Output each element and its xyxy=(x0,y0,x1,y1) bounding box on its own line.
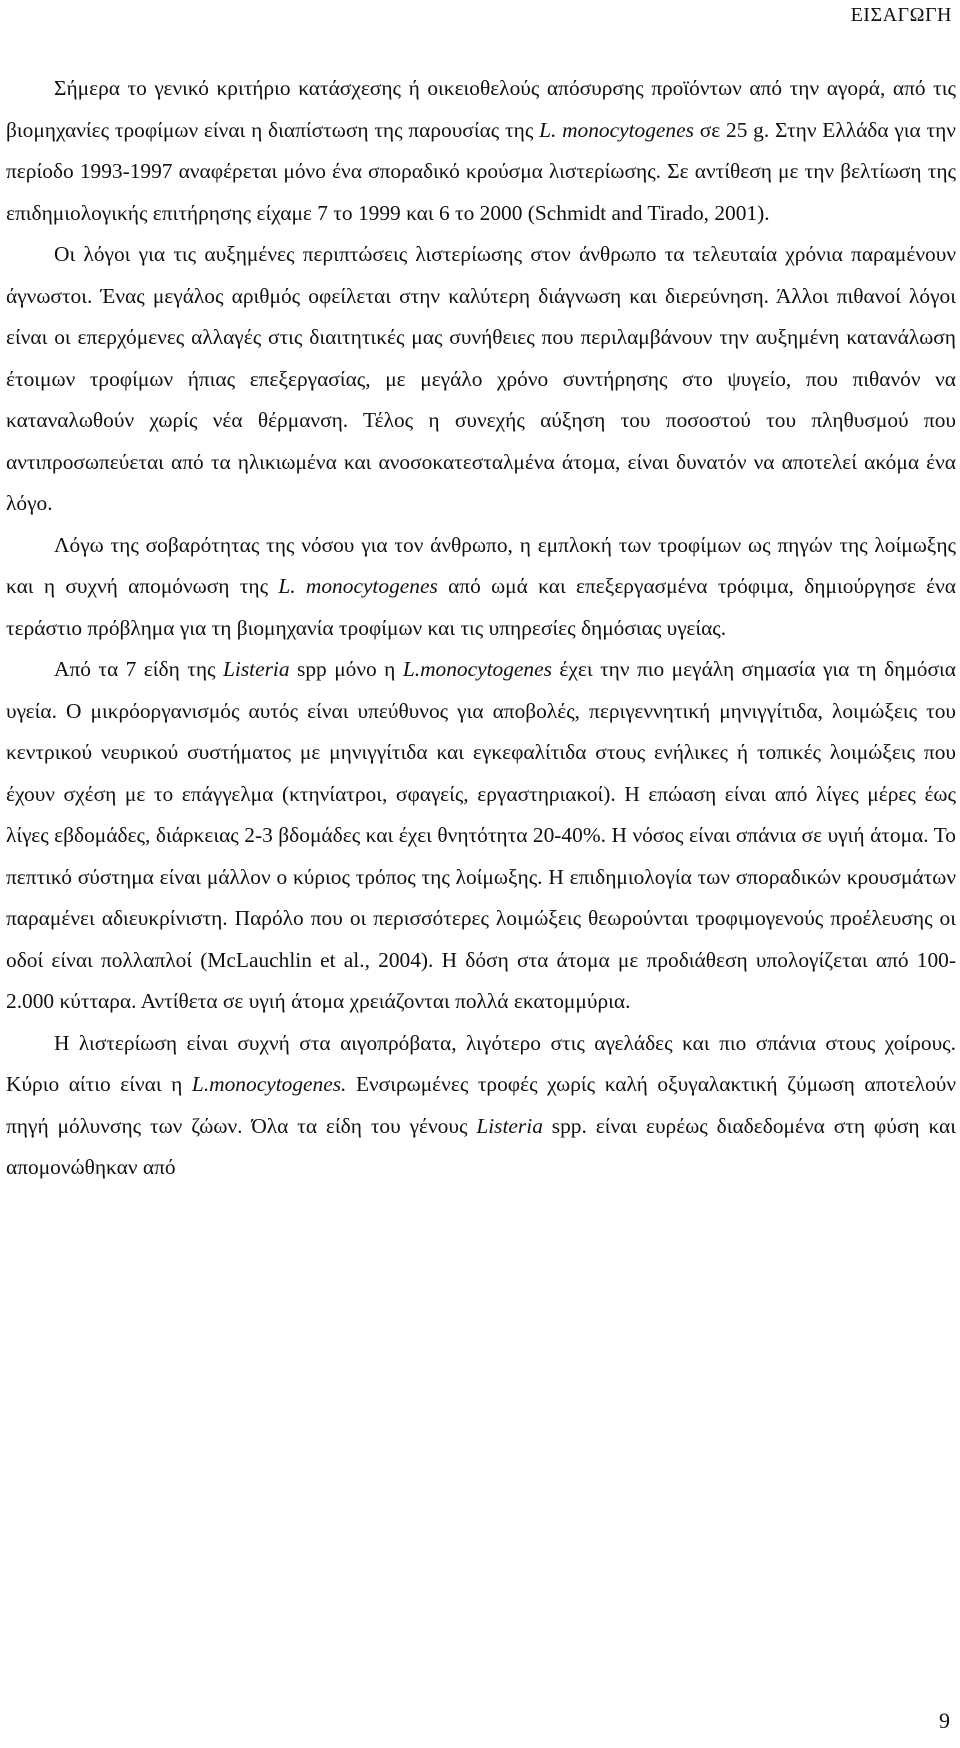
italic-taxon-name: L. monocytogenes xyxy=(278,574,438,598)
body-paragraph xyxy=(6,525,956,650)
italic-taxon-name: Listeria xyxy=(222,657,290,681)
paragraph-text: Λόγω της σοβαρότητας της νόσου για τον άνθρωπο, η εμπλοκή των τροφίμων ως πηγών της λοίμωξης και η συχνή απομόνωση της xyxy=(6,532,956,598)
document-body xyxy=(6,68,956,1189)
paragraph-text: Οι λόγοι για τις αυξημένες περιπτώσεις λιστερίωσης στον άνθρωπο τα τελευταία χρόνια παραμένουν άγνωστοι. Ένας μεγάλος αριθμός οφείλεται στην καλύτερη διάγνωση και διερεύνηση. Άλλοι πιθανοί λόγοι είναι οι επερχόμενες αλλαγές στις διαιτητικές μας συνήθειες που περιλαμβάνουν την αυξημένη κατανάλωση έτοιμων τροφίμων ήπιας επεξεργασίας, με μεγάλο χρόνο συντήρησης στο ψυγείο, που πιθανόν να καταναλωθούν χωρίς νέα θέρμανση. Τέλος η συνεχής αύξηση του ποσοστού του πληθυσμού που αντιπροσωπεύεται από τα ηλικιωμένα και ανοσοκατεσταλμένα άτομα, είναι δυνατόν να αποτελεί ακόμα ένα λόγο. xyxy=(6,242,956,515)
paragraph-text: spp. είναι ευρέως διαδεδομένα στη φύση και απομονώθηκαν από xyxy=(6,1113,956,1179)
body-paragraph xyxy=(6,68,956,234)
italic-taxon-name: Listeria xyxy=(476,1113,543,1138)
paragraph-text: Σήμερα το γενικό κριτήριο κατάσχεσης ή οικειοθελούς απόσυρσης προϊόντων από την αγορά, από τις βιομηχανίες τροφίμων είναι η διαπίστωση της παρουσίας της xyxy=(6,76,956,142)
paragraph-text: σε 25 g. Στην Ελλάδα για την περίοδο 1993-1997 αναφέρεται μόνο ένα σποραδικό κρούσμα λιστερίωσης. Σε αντίθεση με την βελτίωση της επιδημιολογικής επιτήρησης είχαμε 7 το 1999 και 6 το 2000 (Schmidt and Tirado, 2001). xyxy=(6,117,956,225)
paragraph-text: έχει την πιο μεγάλη σημασία για τη δημόσια υγεία. Ο μικρόοργανισμός αυτός είναι υπεύθυνος για αποβολές, περιγεννητική μηνιγγίτιδα, λοιμώξεις του κεντρικού νευρικού συστήματος με μηνιγγίτιδα και εγκεφαλίτιδα στους ενήλικες ή τοπικές λοιμώξεις που έχουν σχέση με το επάγγελμα (κτηνίατροι, σφαγείς, εργαστηριακοί). Η επώαση είναι από λίγες μέρες έως λίγες εβδομάδες, διάρκειας 2-3 βδομάδες και έχει θνητότητα 20-40%. Η νόσος είναι σπάνια σε υγιή άτομα. Το πεπτικό σύστημα είναι μάλλον ο κύριος τρόπος της λοίμωξης. Η επιδημιολογία των σποραδικών κρουσμάτων παραμένει αδιευκρίνιστη. Παρόλο που οι περισσότερες λοιμώξεις θεωρούνται τροφιμογενούς προέλευσης οι οδοί είναι πολλαπλοί (McLauchlin et al., 2004). Η δόση στα άτομα με προδιάθεση υπολογίζεται από 100-2.000 κύτταρα. Αντίθετα σε υγιή άτομα χρειάζονται πολλά εκατομμύρια. xyxy=(6,657,956,1013)
italic-taxon-name: L.monocytogenes. xyxy=(191,1072,347,1096)
italic-taxon-name: L.monocytogenes xyxy=(402,657,552,681)
running-header: ΕΙΣΑΓΩΓΗ xyxy=(850,4,952,26)
paragraph-text: Η λιστερίωση είναι συχνή στα αιγοπρόβατα, λιγότερο στις αγελάδες και πιο σπάνια στους χοίρους. Κύριο αίτιο είναι η xyxy=(6,1030,956,1096)
body-paragraph xyxy=(6,234,956,525)
paragraph-text: Ενσιρωμένες τροφές χωρίς καλή οξυγαλακτική ζύμωση αποτελούν πηγή μόλυνσης των ζώων. Όλα τα είδη του γένους xyxy=(6,1072,956,1138)
page-number: 9 xyxy=(939,1708,950,1733)
paragraph-text: spp μόνο η xyxy=(289,657,403,681)
italic-taxon-name: L. monocytogenes xyxy=(539,117,694,142)
paragraph-text: Από τα 7 είδη της xyxy=(54,657,223,681)
paragraph-text: από ωμά και επεξεργασμένα τρόφιμα, δημιούργησε ένα τεράστιο πρόβλημα για τη βιομηχανία τροφίμων και τις υπηρεσίες δημόσιας υγείας. xyxy=(6,574,956,640)
body-paragraph xyxy=(6,649,956,1023)
body-paragraph xyxy=(6,1023,956,1189)
